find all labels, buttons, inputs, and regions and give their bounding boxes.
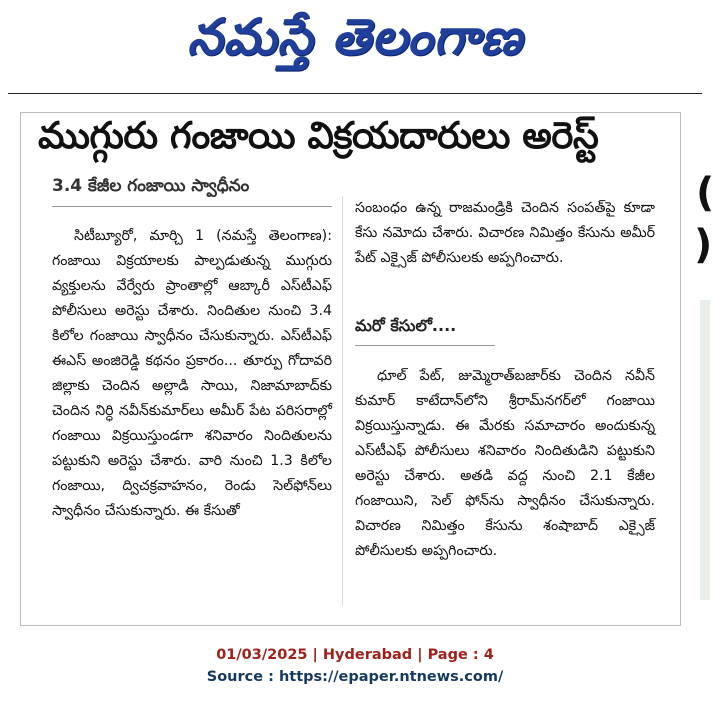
masthead-rule [8, 93, 702, 94]
article-column-3 [355, 364, 655, 564]
article-column-2 [355, 196, 655, 271]
footer-dateline: 01/03/2025 | Hyderabad | Page : 4 [216, 647, 494, 663]
article-subhead: 3.4 కేజీల గంజాయి స్వాధీనం [52, 176, 332, 207]
paragraph: సంబంధం ఉన్న రాజమండ్రికి చెందిన సంపత్‌పై కూడా కేసు నమోదు చేశారు. విచారణ నిమిత్తం కేసును అమీర్ పేట్ ఎక్సైజ్ పోలీసులకు అప్పగించారు. [355, 200, 655, 266]
paragraph: సిటీబ్యూరో, మార్చి 1 (నమస్తే తెలంగాణ): గంజాయి విక్రయాలకు పాల్పడుతున్న ముగ్గురు వ్యక్తులను వేర్వేరు ప్రాంతాల్లో ఆబ్కారీ ఎస్‌టీఎఫ్ పోలీసులు అరెస్టు చేశారు. నిందితుల నుంచి 3.4 కిలోల గంజాయి స్వాధీనం చేసుకున్నారు. ఎస్‌టీఎఫ్ ఈఎస్ అంజిరెడ్డి కథనం ప్రకారం... తూర్పు గోదావరి జిల్లాకు చెందిన అల్లాడి సాయి, నిజామాబాద్‌కు చెందిన నిర్ధి నవీన్‌కుమార్‌లు అమీర్ పేట పరిసరాల్లో గంజాయి విక్రయిస్తుండగా శనివారం నిందితులను పట్టుకుని అరెస్టు చేశారు. వారి నుంచి 1.3 కిలోల గంజాయి, ద్విచక్రవాహనం, రెండు సెల్‌ఫోన్‌లు స్వాధీనం చేసుకున్నారు. ఈ కేసుతో [52, 228, 332, 519]
paragraph: ధూల్ పేట్, జుమ్మెరాత్‌బజార్‌కు చెందిన నవీన్ కుమార్ కాటేదాన్‌లోని శ్రీరామ్‌నగర్‌లో గంజాయి విక్రయిస్తున్నాడు. ఈ మేరకు సమాచారం అందుకున్న ఎస్‌టీఎఫ్ పోలీసులు శనివారం నిందితుడిని పట్టుకుని అరెస్టు చేశారు. అతడి వద్ద నుంచి 2.1 కేజీల గంజాయిని, సెల్ ఫోన్‌ను స్వాధీనం చేసుకున్నారు. విచారణ నిమిత్తం కేసును శంషాబాద్ ఎక్సైజ్ పోలీసులకు అప్పగించారు. [355, 368, 655, 559]
article-headline: ముగ్గురు గంజాయి విక్రయదారులు అరెస్ట్ [38, 114, 599, 157]
adjacent-article-edge: ( ) [694, 170, 714, 268]
adjacent-article-strip [700, 300, 710, 600]
masthead-logo: నమస్తే తెలంగాణ [187, 8, 523, 66]
footer-source-link[interactable]: Source : https://epaper.ntnews.com/ [206, 669, 504, 685]
column-divider [342, 196, 343, 606]
section-heading: మరో కేసులో.... [355, 316, 495, 346]
article-column-1 [52, 224, 332, 524]
